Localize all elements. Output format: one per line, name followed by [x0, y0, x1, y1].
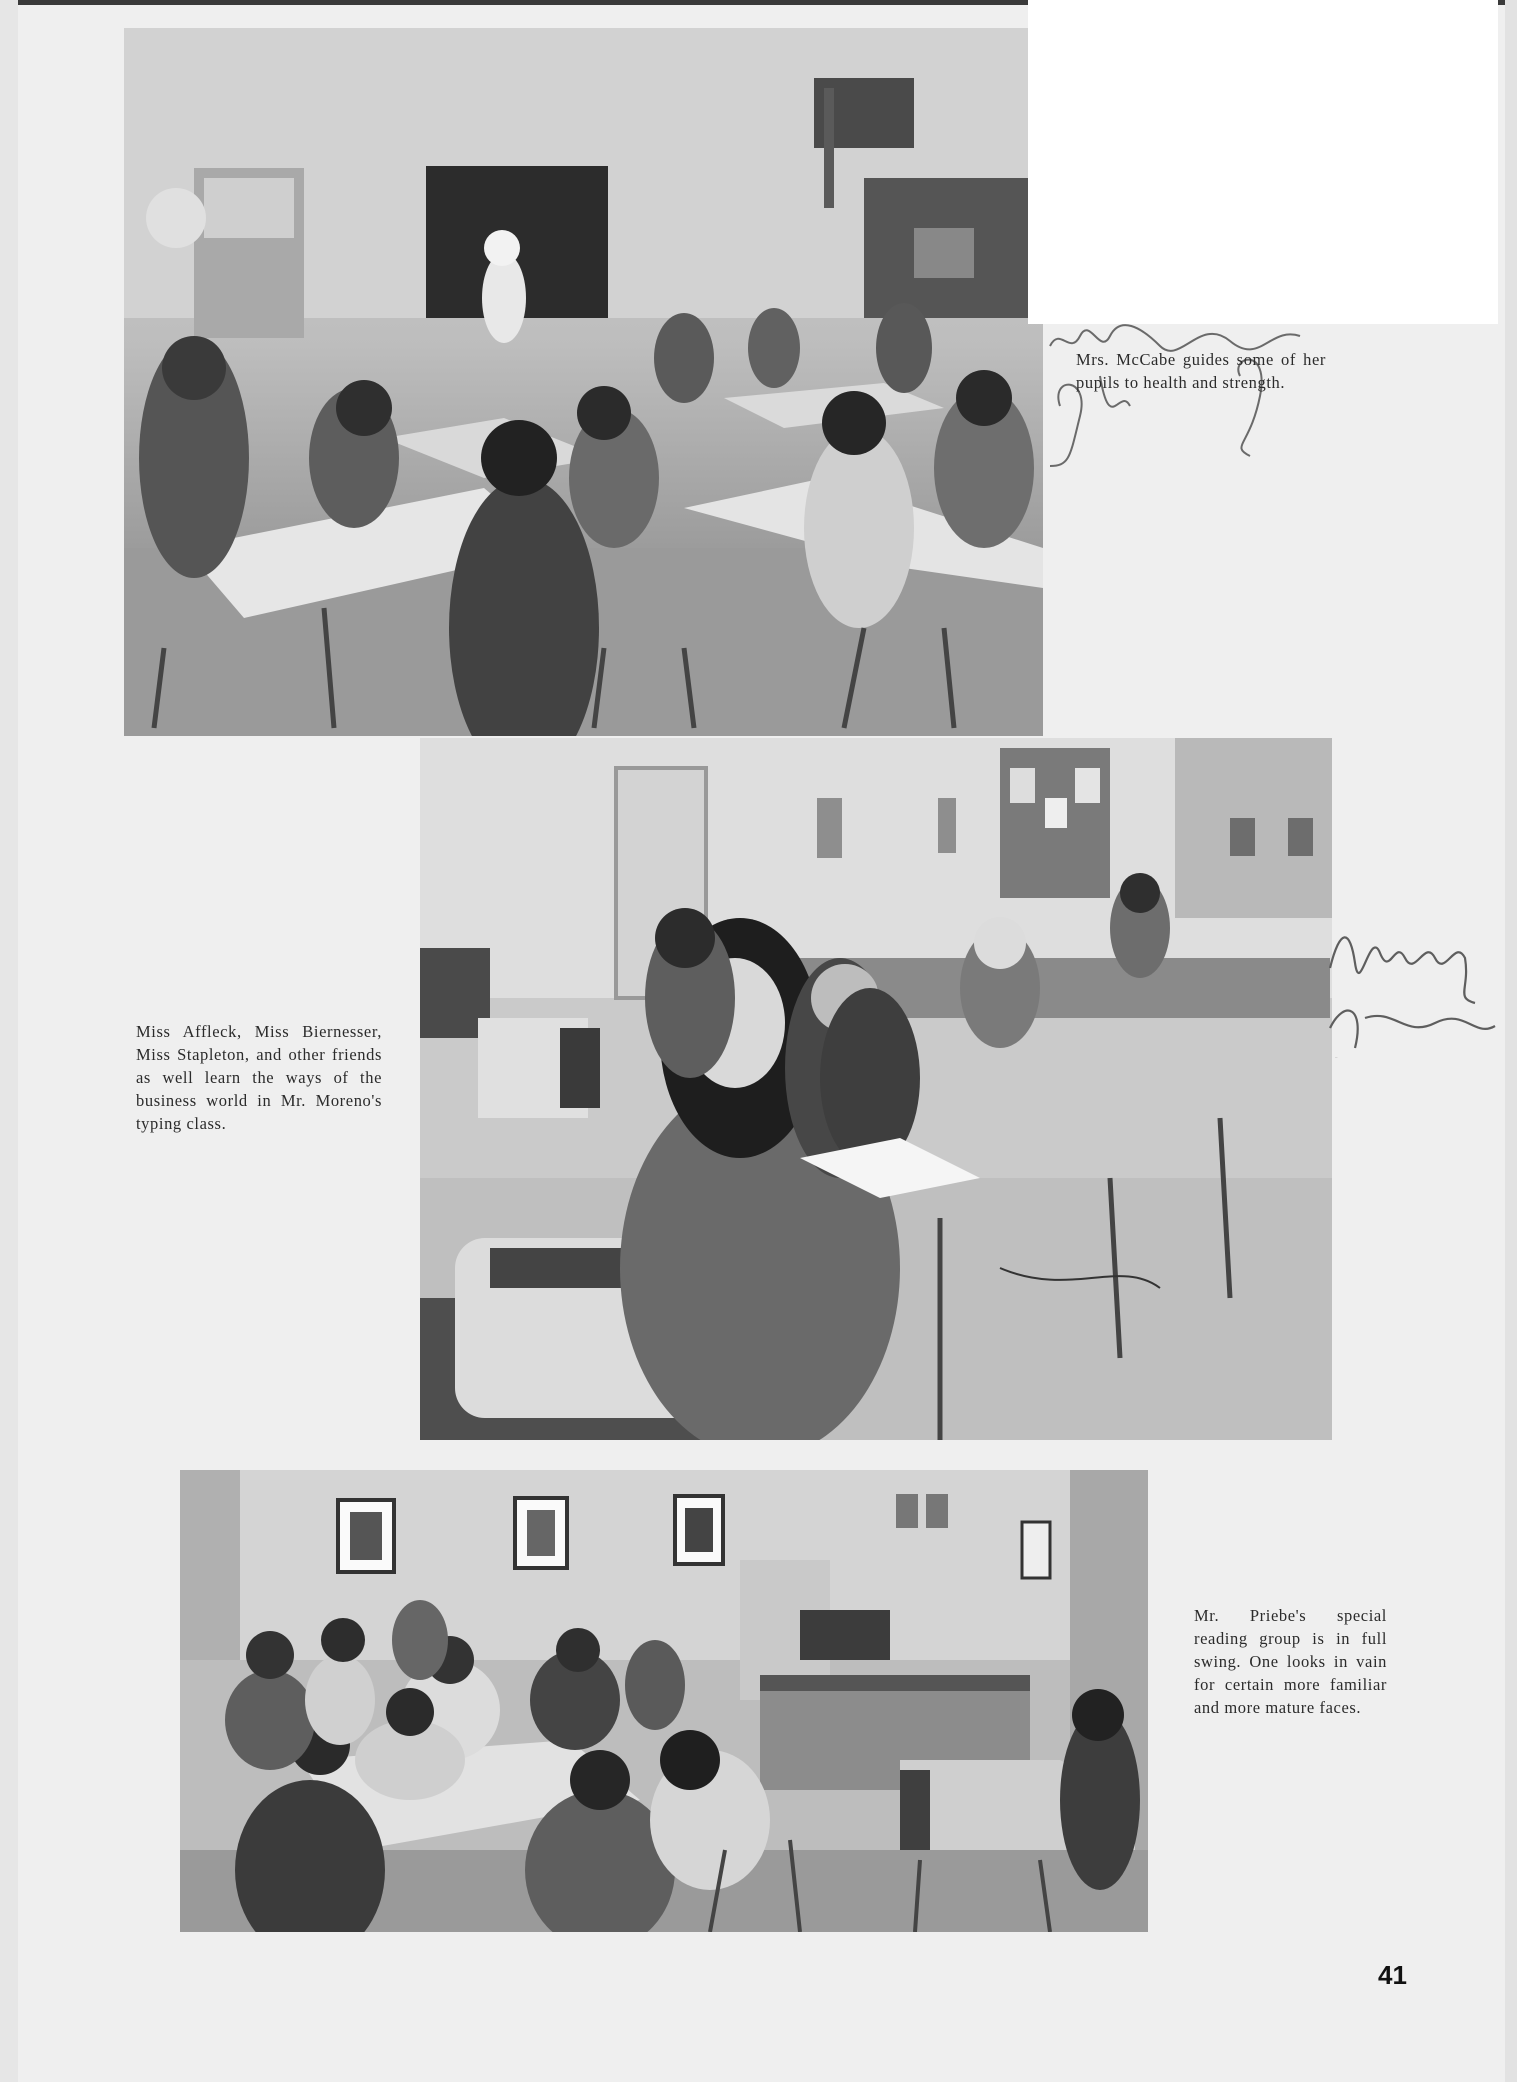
- redacted-area: [1028, 0, 1498, 324]
- page-right-edge: [1505, 0, 1517, 2082]
- handwritten-name-text: Nancy: [1335, 1058, 1338, 1059]
- handwritten-autograph-top: [1040, 316, 1340, 476]
- caption-typing: Miss Affleck, Miss Biernesser, Miss Stapleton, and other friends as well learn the ways of the business world in Mr. Moreno's typing class.: [136, 1022, 382, 1133]
- page-left-edge: [0, 0, 18, 2082]
- classroom-photo-reading: [180, 1470, 1148, 1932]
- classroom-photo-typing: [420, 738, 1332, 1440]
- caption-home-ec: Mrs. McCabe guides some of her pupils to health and strength.: [1076, 350, 1326, 392]
- caption-reading: Mr. Priebe's special reading group is in full swing. One looks in vain for certain more familiar and more mature faces.: [1194, 1606, 1387, 1717]
- page-number: 41: [1378, 1960, 1407, 1990]
- handwritten-name-nancy: [1325, 908, 1495, 1068]
- classroom-photo-home-ec: [124, 28, 1043, 736]
